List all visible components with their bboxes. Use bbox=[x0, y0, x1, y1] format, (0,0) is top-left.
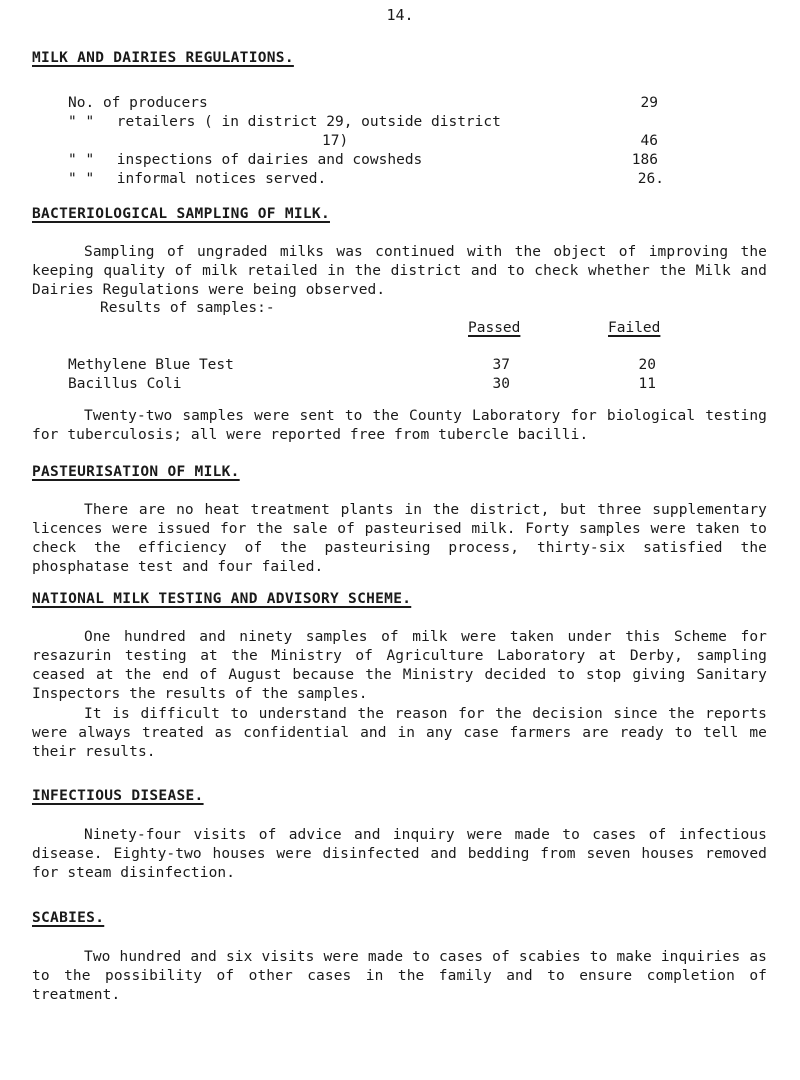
column-header-passed: Passed bbox=[468, 320, 521, 336]
stats-row-label: of producers bbox=[102, 95, 208, 111]
paragraph bbox=[32, 407, 767, 445]
paragraph bbox=[32, 826, 767, 883]
stats-row-label: inspections of dairies and cowsheds bbox=[116, 152, 423, 168]
column-header-failed: Failed bbox=[608, 320, 661, 336]
table-cell-failed: 11 bbox=[638, 376, 656, 392]
stats-row-value: 26. bbox=[637, 171, 664, 187]
table-cell-passed: 30 bbox=[492, 376, 510, 392]
paragraph bbox=[32, 948, 767, 1005]
paragraph bbox=[32, 243, 767, 300]
results-label: Results of samples:- bbox=[100, 300, 275, 316]
paragraph-text: Ninety-four visits of advice and inquiry were made to cases of infectious disease. Eighty-two houses were disinfected and bedding from seven houses removed for steam disinfection. bbox=[32, 827, 767, 881]
stats-row-value: 29 bbox=[640, 95, 658, 111]
stats-row-label: retailers ( in district 29, outside district bbox=[116, 114, 501, 130]
ditto-mark: " " bbox=[68, 171, 95, 187]
paragraph-text: It is difficult to understand the reason for the decision since the reports were always treated as confidential and in any case farmers are ready to tell me their results. bbox=[32, 706, 767, 760]
stats-row bbox=[68, 95, 208, 111]
table-row-label: Bacillus Coli bbox=[68, 376, 182, 392]
heading-infectious-disease: INFECTIOUS DISEASE. bbox=[32, 788, 204, 804]
stats-row-label-continued: 17) bbox=[322, 133, 349, 149]
paragraph-text: Two hundred and six visits were made to cases of scabies to make inquiries as to the possibility of other cases in the family and to ensure completion of treatment. bbox=[32, 949, 767, 1003]
paragraph bbox=[32, 705, 767, 762]
paragraph bbox=[32, 501, 767, 577]
stats-row-value: 186 bbox=[631, 152, 658, 168]
heading-pasteurisation: PASTEURISATION OF MILK. bbox=[32, 464, 240, 480]
heading-scabies: SCABIES. bbox=[32, 910, 105, 926]
table-cell-passed: 37 bbox=[492, 357, 510, 373]
stats-row bbox=[68, 114, 501, 130]
stats-row-label: informal notices served. bbox=[116, 171, 327, 187]
paragraph-text: There are no heat treatment plants in the district, but three supplementary licences were issued for the sale of pasteurised milk. Forty samples were taken to check the efficiency of the pasteurising process, thirty-six satisfied the phosphatase test and four failed. bbox=[32, 502, 767, 575]
paragraph-text: One hundred and ninety samples of milk were taken under this Scheme for resazurin testing at the Ministry of Agriculture Laboratory at Derby, sampling ceased at the end of August because the Ministry decided to stop giving Sanitary Inspectors the results of the samples. bbox=[32, 629, 767, 702]
heading-bacteriological: BACTERIOLOGICAL SAMPLING OF MILK. bbox=[32, 206, 330, 222]
stats-row bbox=[68, 171, 326, 187]
table-row-label: Methylene Blue Test bbox=[68, 357, 234, 373]
heading-national-milk: NATIONAL MILK TESTING AND ADVISORY SCHEME. bbox=[32, 591, 412, 607]
page-number: 14. bbox=[386, 6, 414, 24]
stats-row-value: 46 bbox=[640, 133, 658, 149]
paragraph-text: Twenty-two samples were sent to the County Laboratory for biological testing for tuberculosis; all were reported free from tubercle bacilli. bbox=[32, 408, 767, 443]
table-cell-failed: 20 bbox=[638, 357, 656, 373]
ditto-mark: " " bbox=[68, 152, 95, 168]
heading-milk-dairies: MILK AND DAIRIES REGULATIONS. bbox=[32, 50, 294, 66]
ditto-mark: " " bbox=[68, 114, 95, 130]
stats-row-prefix: No. bbox=[68, 95, 95, 111]
stats-row bbox=[68, 152, 422, 168]
paragraph-text: Sampling of ungraded milks was continued with the object of improving the keeping quality of milk retailed in the district and to check whether the Milk and Dairies Regulations were being observed. bbox=[32, 244, 767, 298]
paragraph bbox=[32, 628, 767, 704]
